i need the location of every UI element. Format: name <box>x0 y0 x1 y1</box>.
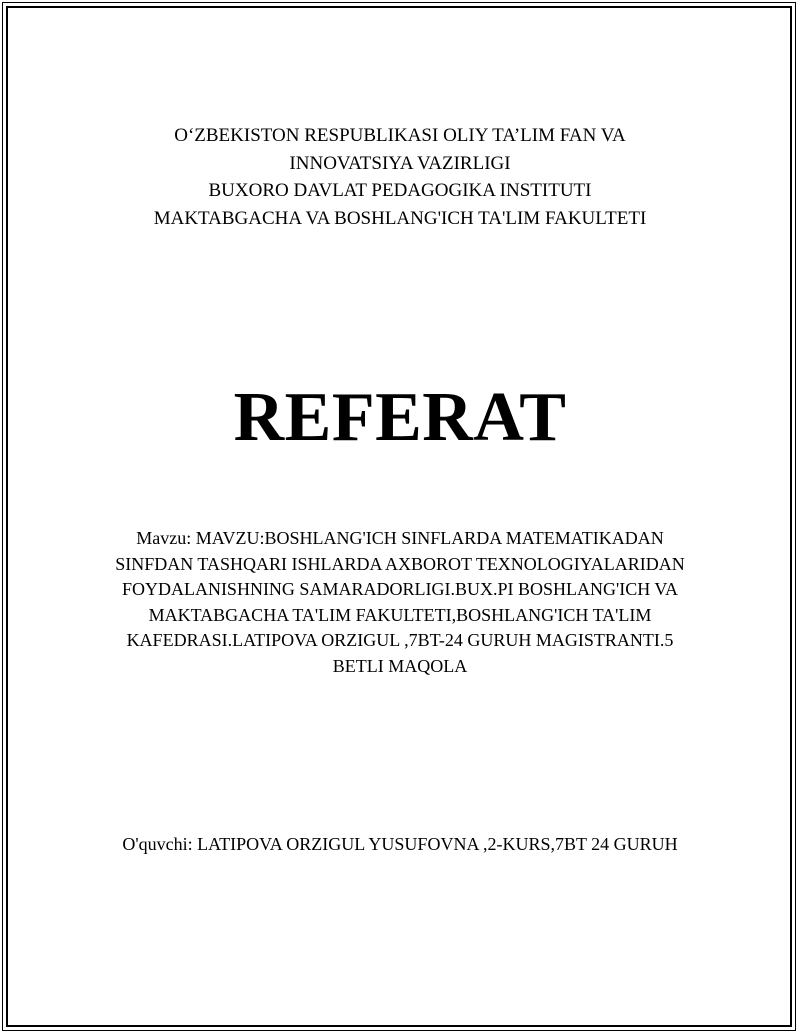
student-info: O'quvchi: LATIPOVA ORZIGUL YUSUFOVNA ,2-KURS,7BT 24 GURUH <box>122 834 678 854</box>
institution-header <box>0 122 800 232</box>
topic-paragraph: Mavzu: MAVZU:BOSHLANG'ICH SINFLARDA MATEMATIKADAN SINFDAN TASHQARI ISHLARDA AXBOROT TEXNOLOGIYALARIDAN FOYDALANISHNING SAMARADORLIGI.BUX.PI BOSHLANG'ICH VA MAKTABGACHA TA'LIM FAKULTETI,BOSHLANG'ICH TA'LIM KAFEDRASI.LATIPOVA ORZIGUL ,7BT-24 GURUH MAGISTRANTI.5 BETLI MAQOLA <box>115 528 685 676</box>
header-line-faculty: MAKTABGACHA VA BOSHLANG'ICH TA'LIM FAKULTETI <box>153 207 647 229</box>
document-title: REFERAT <box>233 379 567 456</box>
header-line-ministry: O‘ZBEKISTON RESPUBLIKASI OLIY TA’LIM FAN VA <box>174 125 626 146</box>
header-line-ministry-cont: INNOVATSIYA VAZIRLIGI <box>289 152 511 174</box>
header-line-institute: BUXORO DAVLAT PEDAGOGIKA INSTITUTI <box>208 180 592 201</box>
